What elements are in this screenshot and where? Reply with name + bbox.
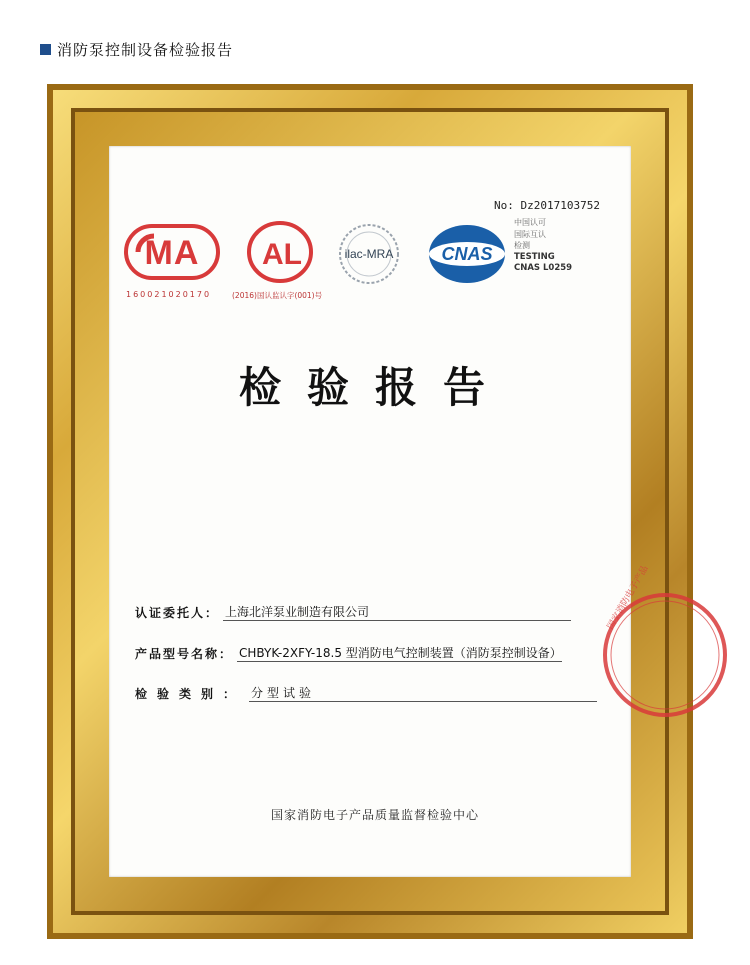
field-label: 检验类别：: [135, 687, 246, 701]
field-inspection-type: [135, 684, 597, 702]
field-label: 产品型号名称：: [135, 647, 234, 661]
svg-text:ilac-MRA: ilac-MRA: [344, 247, 394, 261]
field-value: CHBYK-2XFY-18.5 型消防电气控制装置（消防泵控制设备）: [239, 646, 562, 660]
field-client: [135, 603, 571, 621]
header-bullet-icon: [40, 44, 51, 55]
field-value: 上海北洋泵业制造有限公司: [223, 603, 571, 621]
field-product: [135, 644, 562, 662]
cma-logo-icon: [124, 222, 220, 282]
svg-text:国家消防电子产品: 国家消防电子产品: [605, 564, 651, 632]
page-header: [40, 38, 233, 60]
official-seal-icon: [590, 564, 651, 720]
svg-text:MA: MA: [144, 234, 200, 272]
svg-text:AL: AL: [262, 238, 302, 271]
cma-number: 160021020170: [126, 290, 212, 299]
cnas-caption-line: 国际互认: [514, 229, 546, 239]
cnas-caption-line: 中国认可: [514, 218, 546, 227]
cnas-caption-line: CNAS L0259: [514, 263, 573, 273]
cnas-caption: [514, 217, 572, 275]
page-title: 消防泵控制设备检验报告: [57, 40, 234, 59]
report-title: 检验报告: [238, 363, 511, 412]
cnas-caption-line: TESTING: [514, 251, 555, 262]
cnas-logo-icon: [426, 222, 508, 286]
issuer-name: 国家消防电子产品质量监督检验中心: [270, 808, 479, 822]
cal-logo-icon: [246, 220, 314, 284]
cal-caption: (2016)国认监认字(001)号: [232, 291, 323, 300]
field-label: 认证委托人：: [135, 606, 220, 620]
field-value: 分型试验: [249, 684, 597, 702]
ilac-mra-logo-icon: [336, 222, 402, 286]
cnas-caption-line: 检测: [514, 241, 530, 250]
report-number: No: Dz2017103752: [494, 199, 600, 212]
svg-text:CNAS: CNAS: [441, 244, 493, 264]
